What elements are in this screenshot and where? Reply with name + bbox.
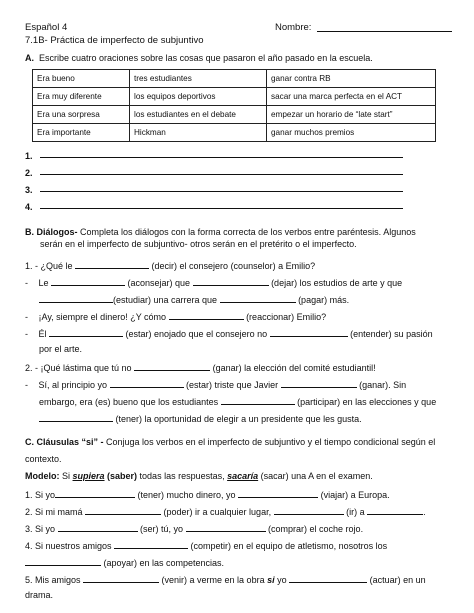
line-text: (ganar) la elección del comité estudiantil!	[210, 363, 376, 373]
section-c-instruction	[25, 437, 435, 447]
table-row	[33, 70, 436, 88]
line-text: (poder) ir a cualquier lugar,	[161, 507, 274, 517]
exercise-line	[25, 539, 387, 551]
line-marker: -	[25, 380, 28, 390]
table-cell: empezar un horario de “late start”	[267, 106, 436, 124]
table-cell: Hickman	[130, 124, 267, 142]
dialog-line	[25, 310, 326, 322]
line-text: (reaccionar) Emilio?	[243, 312, 327, 322]
fill-blank[interactable]	[270, 327, 348, 337]
line-text: (decir) el consejero (counselor) a Emilio?	[149, 261, 316, 271]
line-marker: 2.	[25, 363, 33, 373]
exercise-line	[25, 522, 363, 534]
section-c-title: C. Cláusulas “si” -	[25, 437, 104, 447]
model-sentence	[25, 471, 373, 481]
fill-blank[interactable]	[85, 505, 161, 515]
line-text: (entender) su pasión	[347, 329, 433, 339]
line-text: (ser) tú, yo	[137, 524, 186, 534]
line-text: (venir) a verme en la obra	[159, 575, 268, 585]
table-cell: los equipos deportivos	[130, 88, 267, 106]
dialog-line	[25, 361, 376, 373]
line-text: - ¡Qué lástima que tú no	[32, 363, 135, 373]
section-b-instruction	[25, 227, 416, 237]
answer-line[interactable]	[40, 191, 403, 192]
exercise-line	[25, 573, 426, 585]
line-text: (tener) la oportunidad de elegir a un presidente que les gusta.	[113, 414, 362, 424]
answer-number: 4.	[25, 202, 33, 212]
line-text: (pagar) más.	[295, 295, 350, 305]
worksheet-subtitle: 7.1B- Práctica de imperfecto de subjuntivo	[25, 35, 204, 46]
dialog-line	[39, 412, 362, 424]
line-text: (dejar) los estudios de arte y que	[268, 278, 403, 288]
name-label: Nombre:	[275, 22, 312, 33]
table-row	[33, 124, 436, 142]
line-text: (participar) en las elecciones y que	[294, 397, 437, 407]
fill-blank[interactable]	[114, 539, 188, 549]
dialog-line	[25, 378, 406, 390]
section-b-title: B. Diálogos-	[25, 227, 78, 237]
fill-blank[interactable]	[49, 327, 123, 337]
fill-blank[interactable]	[58, 522, 138, 532]
model-text: todas las respuestas,	[137, 471, 228, 481]
line-text: (viajar) a Europa.	[318, 490, 390, 500]
line-text: (ir) a	[343, 507, 368, 517]
fill-blank[interactable]	[55, 488, 135, 498]
line-text: (estudiar) una carrera que	[113, 295, 220, 305]
fill-blank[interactable]	[186, 522, 266, 532]
dialog-line	[39, 395, 436, 407]
dialog-line: por el arte.	[39, 344, 83, 354]
line-marker: -	[25, 329, 28, 339]
fill-blank[interactable]	[221, 395, 295, 405]
line-marker: -	[25, 278, 28, 288]
fill-blank[interactable]	[281, 378, 357, 388]
line-text: (estar) enojado que el consejero no	[123, 329, 270, 339]
line-text: .	[423, 507, 426, 517]
model-text: (saber)	[104, 471, 138, 481]
exercise-line: drama.	[25, 590, 54, 600]
exercise-line	[25, 556, 224, 568]
table-cell: sacar una marca perfecta en el ACT	[267, 88, 436, 106]
table-cell: los estudiantes en el debate	[130, 106, 267, 124]
fill-blank[interactable]	[39, 412, 113, 422]
line-text: 4. Si nuestros amigos	[25, 541, 115, 551]
line-marker: -	[25, 312, 28, 322]
section-c-text-1: Conjuga los verbos en el imperfecto de subjuntivo y el tiempo condicional según el	[103, 437, 436, 447]
line-text: 1. Si yo	[25, 490, 56, 500]
dialog-line	[25, 259, 315, 271]
model-answer: supiera	[72, 471, 105, 481]
model-label: Modelo:	[25, 471, 60, 481]
table-cell: ganar muchos premios	[267, 124, 436, 142]
exercise-line	[25, 505, 426, 517]
line-text: Él	[36, 329, 50, 339]
line-text: yo	[274, 575, 290, 585]
line-text: (ganar). Sin	[356, 380, 407, 390]
section-b-text-2: serán en el imperfecto de subjuntivo- otros serán en el pretérito o el imperfecto.	[40, 239, 357, 249]
fill-blank[interactable]	[39, 293, 113, 303]
line-text: si	[267, 575, 275, 585]
line-text: 2. Si mi mamá	[25, 507, 86, 517]
fill-blank[interactable]	[169, 310, 244, 320]
model-text: Si	[59, 471, 73, 481]
fill-blank[interactable]	[83, 573, 159, 583]
fill-blank[interactable]	[289, 573, 367, 583]
line-text: ¡Ay, siempre el dinero! ¿Y cómo	[36, 312, 169, 322]
answer-number: 1.	[25, 151, 33, 161]
line-text: (aconsejar) que	[125, 278, 193, 288]
line-marker: 1.	[25, 261, 33, 271]
answer-line[interactable]	[40, 208, 403, 209]
answer-line[interactable]	[40, 174, 403, 175]
section-b-text-1: Completa los diálogos con la forma correcta de los verbos entre paréntesis. Algunos	[80, 227, 416, 237]
fill-blank[interactable]	[25, 556, 101, 566]
table-cell: Era importante	[33, 124, 130, 142]
dialog-line	[25, 276, 402, 288]
line-text: Sí, al principio yo	[36, 380, 110, 390]
model-text: (sacar) una A en el examen.	[258, 471, 373, 481]
name-blank	[317, 31, 452, 32]
table-cell: tres estudiantes	[130, 70, 267, 88]
table-cell: Era bueno	[33, 70, 130, 88]
table-cell: ganar contra RB	[267, 70, 436, 88]
fill-blank[interactable]	[220, 293, 296, 303]
line-text: (actuar) en un	[367, 575, 426, 585]
vocabulary-table	[32, 69, 436, 142]
fill-blank[interactable]	[274, 505, 344, 515]
line-text: - ¿Qué le	[32, 261, 76, 271]
section-a-letter: A.	[25, 53, 34, 63]
line-text: (apoyar) en las competencias.	[101, 558, 225, 568]
fill-blank[interactable]	[110, 378, 184, 388]
section-a-text: Escribe cuatro oraciones sobre las cosas que pasaron el año pasado en la escuela.	[39, 53, 373, 63]
line-text: Le	[36, 278, 52, 288]
line-text: 5. Mis amigos	[25, 575, 84, 585]
line-text: (tener) mucho dinero, yo	[135, 490, 239, 500]
fill-blank[interactable]	[238, 488, 318, 498]
line-text: embargo, era (es) bueno que los estudiantes	[39, 397, 221, 407]
section-a-instruction	[25, 53, 373, 63]
answer-line[interactable]	[40, 157, 403, 158]
exercise-line	[25, 488, 390, 500]
line-text: (estar) triste que Javier	[183, 380, 281, 390]
answer-number: 2.	[25, 168, 33, 178]
line-text: 3. Si yo	[25, 524, 58, 534]
line-text: (comprar) el coche rojo.	[265, 524, 364, 534]
model-answer: sacaría	[227, 471, 259, 481]
course-title: Español 4	[25, 22, 68, 33]
fill-blank[interactable]	[75, 259, 149, 269]
table-cell: Era una sorpresa	[33, 106, 130, 124]
fill-blank[interactable]	[193, 276, 269, 286]
fill-blank[interactable]	[134, 361, 210, 371]
dialog-line	[39, 293, 349, 305]
fill-blank[interactable]	[367, 505, 423, 515]
table-row	[33, 106, 436, 124]
line-text: (competir) en el equipo de atletismo, nosotros los	[188, 541, 388, 551]
section-c-text-2: contexto.	[25, 454, 62, 464]
fill-blank[interactable]	[51, 276, 125, 286]
dialog-line	[25, 327, 433, 339]
answer-number: 3.	[25, 185, 33, 195]
table-row	[33, 88, 436, 106]
table-cell: Era muy diferente	[33, 88, 130, 106]
